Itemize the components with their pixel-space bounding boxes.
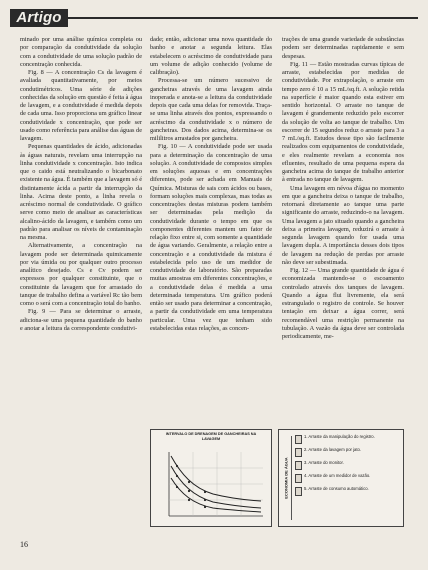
legend-text: 2. Arraste da lavagem por jato. [304, 447, 362, 452]
legend-marker [295, 435, 302, 444]
paragraph: Fig. 10 — A condutividade pode ser usada para a determinação da concentração de uma solução. A condutividade de compostos simples em soluções aquosas e em concentrações diferentes, pode ser achada em Manuais de Química. Misturas de sais com ácidos ou bases, formam soluções mais complexas, mas todas as concentrações destas misturas podem também ser determinadas pela medição da condutividade durante o tempo em que os componentes diferentes mantem um fator de relação fixo entre si, com somente a quantidade de água variando. Geralmente, a relação entre a concentração e a condutividade da mistura é estabelecida pelo uso de um medidor de condutividade de laboratório. São preparadas muitas amostras em diferentes concentrações, e a condutividade delas é medida a uma determinada temperatura. Um gráfico poderá então ser usado para determinar a concentração, a partir da condutividade em uma temperatura particular. Uma vez que tenham sido estabelecidas estas relações, as concen- [150, 143, 272, 332]
chart-panel [150, 429, 272, 527]
legend-text: 3. Arraste do monitor. [304, 460, 344, 465]
paragraph: Fig. 9 — Para se determinar o arraste, adiciona-se uma pequena quantidade do banho e anotar a leitura da correspondente condutivi- [20, 308, 142, 332]
legend-list [295, 434, 399, 499]
paragraph: minado por uma análise química completa ou por comparação da condutividade da solução com a condutividade de uma solução padrão de concentração conhecida. [20, 36, 142, 68]
page-number: 16 [20, 540, 28, 549]
legend-item [295, 486, 399, 499]
section-header [10, 9, 418, 27]
paragraph: dade; então, adicionar uma nova quantidade do banho e anotar a segunda leitura. Elas estabelecem o acréscimo de condutividade para um volume de adição conhecido (volume de calibração). [150, 36, 272, 76]
legend-marker [295, 448, 302, 457]
text-column-left [20, 36, 142, 333]
paragraph: Alternativamente, a concentração na lavagem pode ser determinada quimicamente por via úmida ou por qualquer outro processo analítico desejado. Cs e Cv podem ser expressos por qualquer constituinte, que o constituinte da lavagem que for arrastado do tanque de trabalho defina a variável Rc tão bem como o será com a concentração total do banho. [20, 242, 142, 307]
legend-marker [295, 487, 302, 496]
legend-item [295, 434, 399, 447]
chart-graphic [151, 430, 271, 526]
chart-title: INTERVALO DE DRENAGEM DE GANCHEIRAS NA LAVAGEM [165, 432, 257, 441]
legend-marker [295, 474, 302, 483]
legend-item [295, 460, 399, 473]
legend-text: 5. Arraste de consumo automático. [304, 486, 369, 491]
text-column-middle [150, 36, 272, 333]
text-column-right [282, 36, 404, 341]
paragraph: Fig. 12 — Uma grande quantidade de água é economizada mantendo-se o escoamento controlado através dos tanques de lavagem. Quando a água flui livremente, ela será estrangulado o registro de controle. Se houver tentação em deixar a água correr, será recomendável uma restrição permanente na tubulação. A vazão da água deve ser controlada periodicamente, me- [282, 267, 404, 340]
chart-curve [171, 466, 261, 508]
legend-item [295, 473, 399, 486]
paragraph: Fig. 8 — A concentração Cs da lavagem é avaliada quantitativamente, por meios condutimétricos. Uma série de adições conhecidas da solução em questão é feita à água de lavagem, e a condutividade é medida depois de cada uma. Isso proporciona um gráfico linear condutividade x concentração, que pode ser usado como referência para análise das águas de lavagem. [20, 69, 142, 142]
legend-marker [295, 461, 302, 470]
section-label: Artigo [10, 9, 68, 27]
legend-text: 1. Arraste da manipulação do registro. [304, 434, 375, 439]
legend-panel [278, 429, 404, 527]
legend-side-label: ECONOMIA DE ÁGUA [281, 436, 292, 520]
paragraph: Processa-se um número sucessivo de gancheiras através de uma lavagem ainda inoperada e anota-se a leitura da condutividade depois que cada uma delas for removida. Traça-se uma linha através dos pontos, expressando o acréscimo da condutividade x o número de gancheiras. Dos dados acima, determina-se os mililitros arrastados por gancheira. [150, 77, 272, 142]
paragraph: Pequenas quantidades de ácido, adicionadas às águas naturais, revelam uma interrupção na linha condutividade x concentração. Isto indica que o caido está neutralizando o bicarbonato existente na água. É também que a lavagem só é distintamente ácida a partir da interrupção da linha. Acima deste ponto, a linha revela o acréscimo normal de condutividade. O gráfico serve como meio de analisar as características alcalino-ácido da lavagem, e também como um padrão para analisar os níveis de contaminação na mesma. [20, 143, 142, 241]
legend-text: 4. Arraste de um medidor de vazão. [304, 473, 371, 478]
paragraph: Fig. 11 — Estão mostradas curvas típicas de arraste, estabelecidas por medidas de condutividade. Por extrapolação, o arraste em tempo zero é 10 a 15 mL/sq.ft. A solução retida na superfície é maior quando esta estiver em sentido horizontal. O arraste no tanque de lavagem é grandemente reduzido pelo escorrer da solução de volta ao tanque de trabalho. Um escorrer de 15 segundos reduz o arraste para 3 a 7 mL/sq.ft. Estudos desse tipo são facilmente realizados com equipamentos de condutividade, e eles realmente revelam a economia nos efluentes, resultado de uma pequena espera da gancheira acima do tanque de trabalho anterior à entrada no tanque de lavagem. [282, 60, 404, 184]
paragraph: Uma lavagem em névoa d'água no momento em que a gancheira deixa o tanque de trabalho, retornará diretamente ao tanque uma parte significante do arraste, reduzindo-o na lavagem. Uma lavagem a jato situado quando a gancheira deixa a primeira lavagem, reduzirá o arraste à segunda lavagem quando for usada uma lavagem dupla. A importância desses dois tipos de lavagem na redução de perdas por arraste não deve ser subestimada. [282, 184, 404, 266]
paragraph: trações de uma grande variedade de substâncias podem ser determinadas rapidamente e sem despesas. [282, 36, 404, 60]
legend-item [295, 447, 399, 460]
header-rule [68, 17, 418, 19]
figure [150, 429, 404, 529]
